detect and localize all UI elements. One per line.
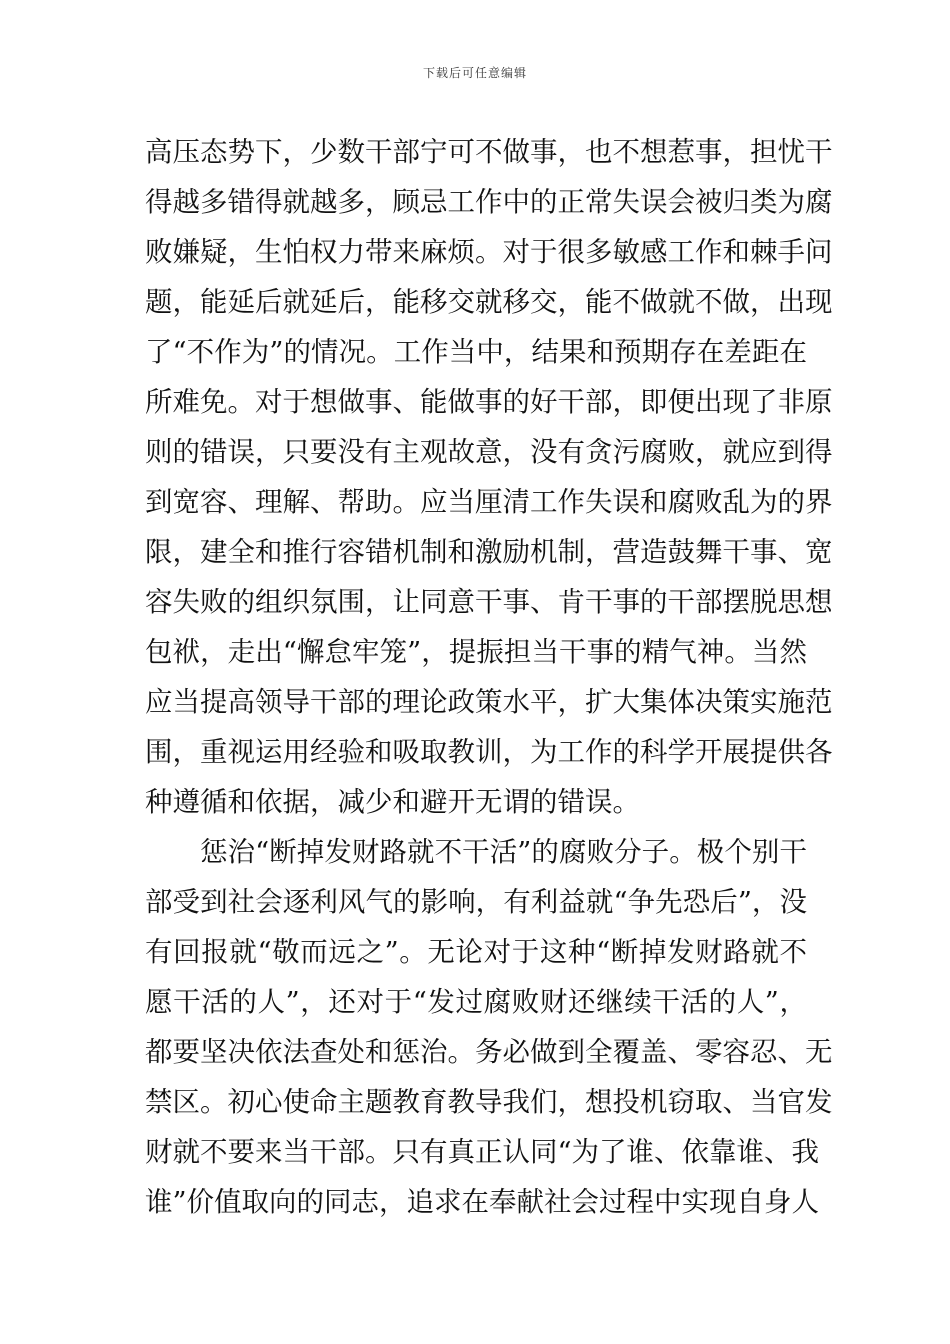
- paragraph-2: [145, 827, 833, 1227]
- text-line: 所难免。对于想做事、能做事的好干部，即便出现了非原: [145, 386, 833, 418]
- text-line: 包袱，走出“懈怠牢笼”，提振担当干事的精气神。当然: [145, 636, 807, 668]
- text-line: 了“不作为”的情况。工作当中，结果和预期存在差距在: [145, 336, 807, 368]
- text-line: 愿干活的人”，还对于“发过腐败财还继续干活的人”，: [145, 986, 807, 1018]
- text-line: 有回报就“敬而远之”。无论对于这种“断掉发财路就不: [145, 936, 807, 968]
- text-line: 到宽容、理解、帮助。应当厘清工作失误和腐败乱为的界: [145, 486, 833, 518]
- text-line: 谁”价值取向的同志，追求在奉献社会过程中实现自身人: [145, 1186, 820, 1218]
- text-line: 得越多错得就越多，顾忌工作中的正常失误会被归类为腐: [145, 186, 833, 218]
- text-line: 财就不要来当干部。只有真正认同“为了谁、依靠谁、我: [145, 1136, 820, 1168]
- paragraph-1: [145, 127, 833, 827]
- text-line: 禁区。初心使命主题教育教导我们，想投机窃取、当官发: [145, 1086, 833, 1118]
- text-line: 都要坚决依法查处和惩治。务必做到全覆盖、零容忍、无: [145, 1036, 833, 1068]
- document-body: [145, 127, 833, 1227]
- text-line: 应当提高领导干部的理论政策水平，扩大集体决策实施范: [145, 686, 833, 718]
- text-line: 限，建全和推行容错机制和激励机制，营造鼓舞干事、宽: [145, 536, 833, 568]
- page-header: 下载后可任意编辑: [422, 66, 527, 80]
- text-line: 高压态势下，少数干部宁可不做事，也不想惹事，担忧干: [145, 136, 833, 168]
- text-line: 题，能延后就延后，能移交就移交，能不做就不做，出现: [145, 286, 833, 318]
- text-line: 惩治“断掉发财路就不干活”的腐败分子。极个别干: [200, 836, 807, 868]
- text-line: 则的错误，只要没有主观故意，没有贪污腐败，就应到得: [145, 436, 833, 468]
- text-line: 围，重视运用经验和吸取教训，为工作的科学开展提供各: [145, 736, 833, 768]
- text-line: 种遵循和依据，减少和避开无谓的错误。: [145, 786, 640, 818]
- text-line: 部受到社会逐利风气的影响，有利益就“争先恐后”，没: [145, 886, 807, 918]
- text-line: 败嫌疑，生怕权力带来麻烦。对于很多敏感工作和棘手问: [145, 236, 833, 268]
- text-line: 容失败的组织氛围，让同意干事、肯干事的干部摆脱思想: [145, 586, 833, 618]
